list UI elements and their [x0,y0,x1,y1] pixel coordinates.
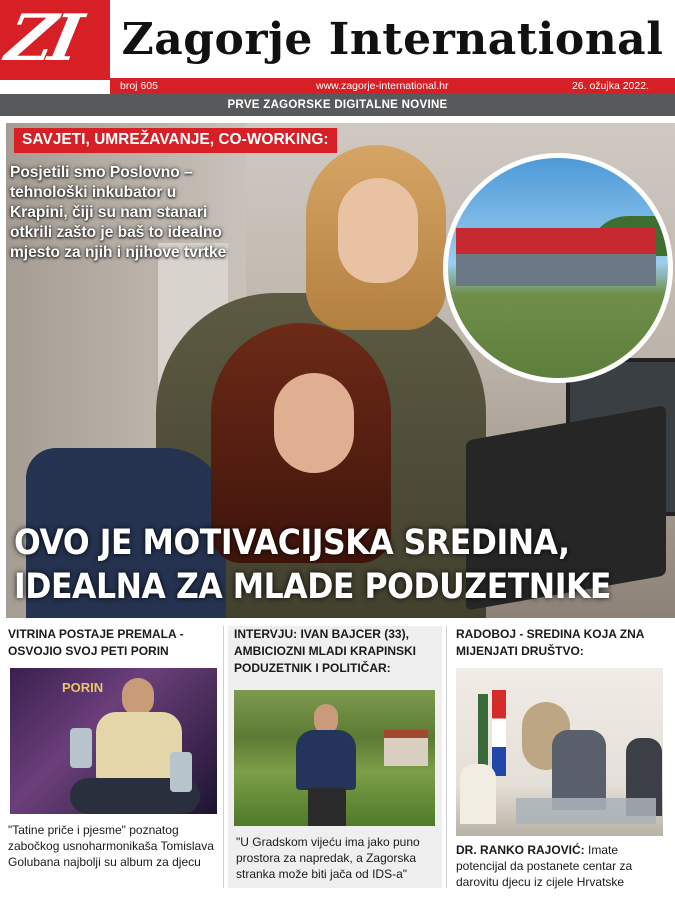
website-link[interactable]: www.zagorje-international.hr [316,80,449,92]
award-statue-icon [70,728,92,768]
inset-building-lower [456,254,656,286]
article-3-photo[interactable] [456,668,663,836]
article-3-photo-woman [460,764,496,824]
article-2[interactable] [234,626,440,677]
hero-headline[interactable] [14,521,612,609]
article-1-photo[interactable] [10,668,217,814]
logo-text: ZI [0,1,85,76]
article-2-photo-house [384,730,428,766]
display-case [516,798,656,824]
article-3-caption-name: DR. RANKO RAJOVIĆ: [456,843,585,857]
tagline-bar: PRVE ZAGORSKE DIGITALNE NOVINE [0,94,675,116]
article-1[interactable] [8,626,220,660]
flag-croatia [492,690,506,776]
inset-building-photo [443,153,673,383]
article-3[interactable] [456,626,670,660]
award-statue-icon [170,752,192,792]
hero-kicker: SAVJETI, UMREŽAVANJE, CO-WORKING: [14,128,337,153]
info-bar [110,78,675,94]
article-2-photo[interactable] [234,690,435,826]
article-3-title[interactable]: RADOBOJ - SREDINA KOJA ZNA MIJENJATI DRUŠTVO: [456,627,645,658]
article-3-caption [456,842,670,890]
hero-photo-face-seated [274,373,354,473]
article-2-photo-trousers [308,788,346,826]
article-2-caption: "U Gradskom vijeću ima jako puno prostora za napredak, a Zagorska stranka može biti jača od IDS-a" [236,835,420,881]
newspaper-title: Zagorje International [121,13,664,65]
article-1-title[interactable]: VITRINA POSTAJE PREMALA - OSVOJIO SVOJ PETI PORIN [8,627,184,658]
logo[interactable] [0,0,110,80]
hero-teaser[interactable]: Posjetili smo Poslovno – tehnološki inkubator u Krapini, čiji su nam stanari otkrili zašto je baš to idealno mjesto za njih i njihove tvrtke [10,164,227,261]
porin-sign: PORIN [62,680,104,695]
column-divider [446,626,447,888]
issue-number: broj 605 [120,80,158,92]
issue-date: 26. ožujka 2022. [571,80,649,92]
article-1-caption: "Tatine priče i pjesme" poznatog zabočkog usnoharmonikaša Tomislava Golubana najbolji su album za djecu [8,823,214,869]
column-divider [223,626,224,888]
article-3-caption-text: Imate potencijal da postanete centar za darovitu djecu iz cijele Hrvatske [456,843,633,889]
article-1-photo-face [122,678,154,716]
hero-headline-line1: OVO JE MOTIVACIJSKA SREDINA, [14,523,570,563]
hero-headline-line2: IDEALNA ZA MLADE PODUZETNIKE [14,567,612,607]
article-2-photo-shirt [296,730,356,790]
flag-green [478,694,488,772]
article-2-title[interactable]: INTERVJU: IVAN BAJCER (33), AMBICIOZNI MLADI KRAPINSKI PODUZETNIK I POLITIČAR: [234,627,416,675]
hero-article[interactable] [6,123,675,618]
hero-photo-face [338,178,418,283]
